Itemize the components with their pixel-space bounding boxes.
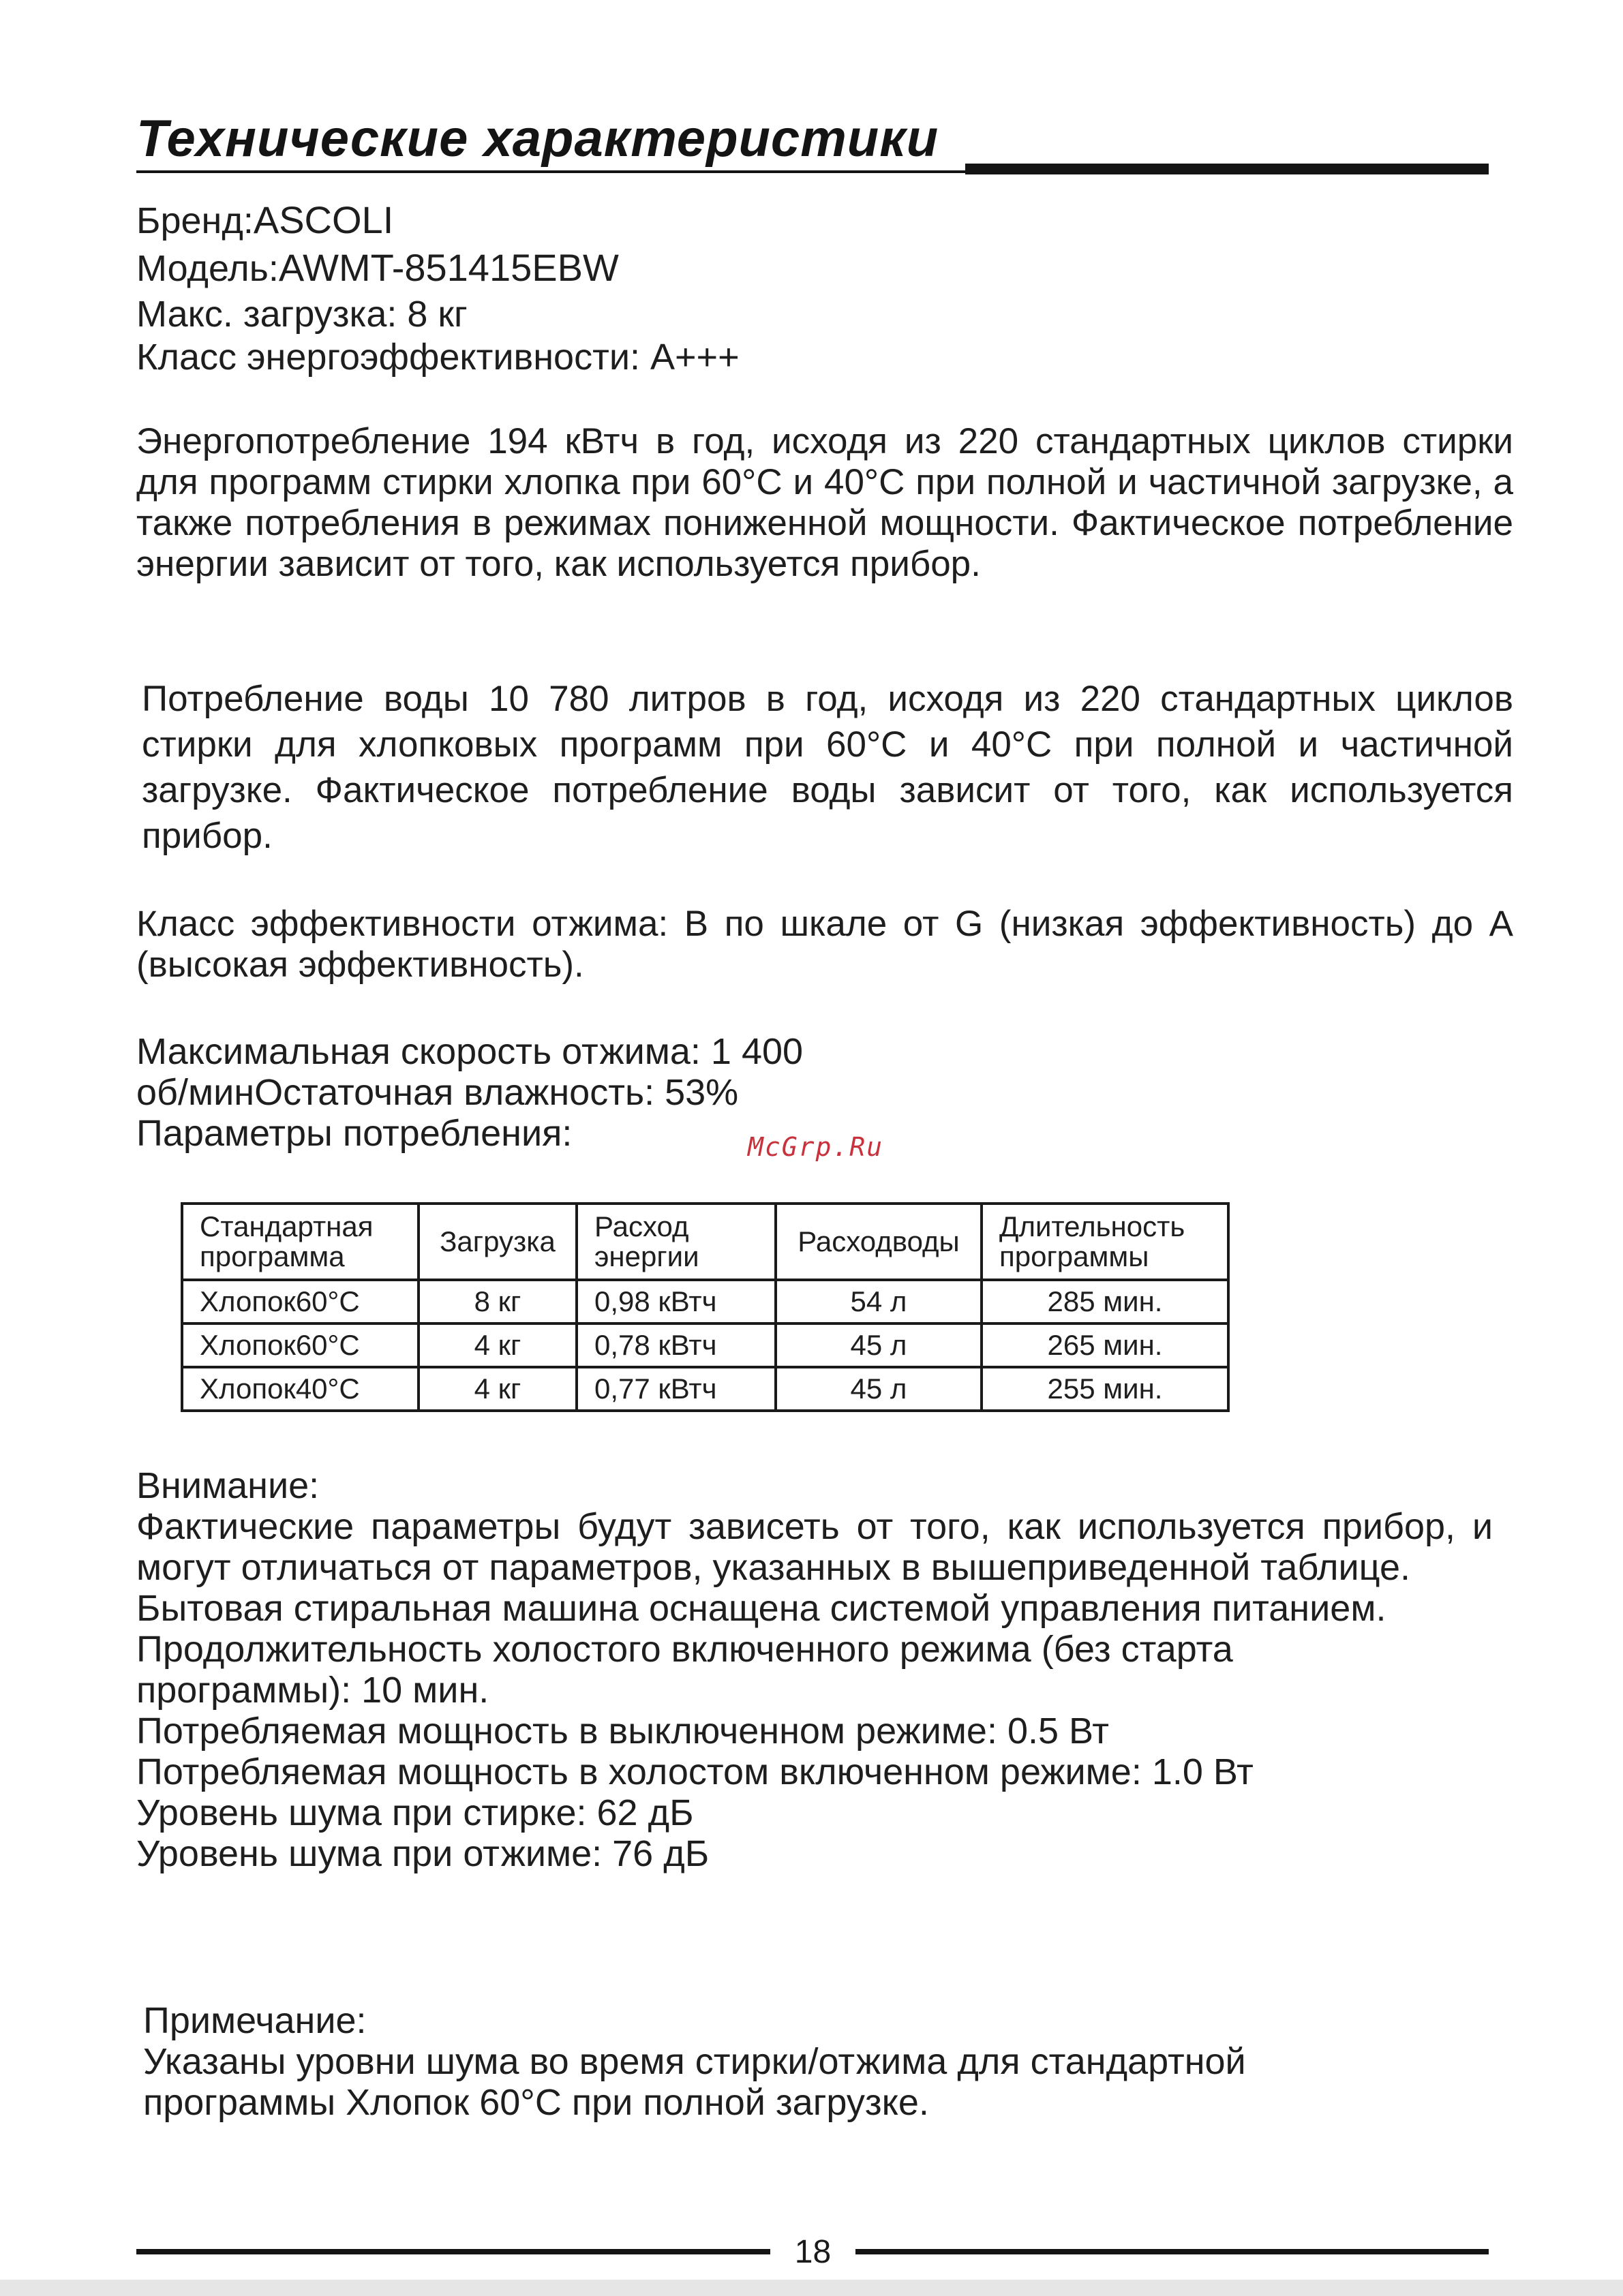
idle-duration-line2: программы): 10 мин. [136,1670,489,1711]
table-row [182,1367,1228,1411]
header-duration: Длительность программы [982,1204,1228,1280]
spin-class-paragraph: Класс эффективности отжима: В по шкале от G (низкая эффективность) до А (высокая эффективность). [136,904,1513,985]
cell-program: Хлопок60°C [182,1280,419,1323]
footer-rule-left [136,2249,770,2254]
water-consumption-paragraph: Потребление воды 10 780 литров в год, исходя из 220 стандартных циклов стирки для хлопковых программ при 60°C и 40°C при полной и частичной загрузке. Фактическое потребление воды зависит от того, как используется прибор. [142,679,1513,856]
model-label: Модель: [136,248,279,289]
title-row [136,102,1489,177]
cell-water: 54 л [776,1280,982,1323]
cell-load: 4 кг [419,1323,577,1367]
header-water: Расходводы [776,1204,982,1280]
max-spin-speed: Максимальная скорость отжима: 1 400 [136,1031,804,1072]
header-program: Стандартная программа [182,1204,419,1280]
cell-energy: 0,98 кВтч [577,1280,776,1323]
brand-line [136,198,393,242]
cell-duration: 255 мин. [982,1367,1228,1411]
cell-load: 8 кг [419,1280,577,1323]
remark-heading: Примечание: [143,2000,367,2041]
model-value: AWMT-851415EBW [278,246,619,289]
max-load: Макс. загрузка: 8 кг [136,294,468,335]
remark-section [143,2000,1438,2123]
remark-line1: Указаны уровни шума во время стирки/отжима для стандартной [143,2041,1246,2082]
footer-rule-right [855,2249,1489,2254]
scan-bottom-edge [0,2280,1623,2296]
cell-program: Хлопок40°C [182,1367,419,1411]
model-line [136,245,619,290]
header-energy: Расход энергии [577,1204,776,1280]
off-power-note: Потребляемая мощность в выключенном режиме: 0.5 Вт [136,1711,1109,1751]
noise-spin-note: Уровень шума при отжиме: 76 дБ [136,1833,710,1874]
actual-params-note: Фактические параметры будут зависеть от того, как используется прибор, и могут отличаться от параметров, указанных в вышеприведенной таблице. [136,1506,1493,1588]
page-number: 18 [794,2234,832,2270]
table-row [182,1280,1228,1323]
header-load: Загрузка [419,1204,577,1280]
table-row [182,1323,1228,1367]
idle-duration-line1: Продолжительность холостого включенного режима (без старта [136,1629,1233,1670]
page-footer [136,2229,1489,2276]
attention-heading: Внимание: [136,1465,320,1506]
idle-power-note: Потребляемая мощность в холостом включенном режиме: 1.0 Вт [136,1751,1254,1792]
table-header-row [182,1204,1228,1280]
cell-duration: 285 мин. [982,1280,1228,1323]
energy-consumption-paragraph: Энергопотребление 194 кВтч в год, исходя из 220 стандартных циклов стирки для программ стирки хлопка при 60°C и 40°C при полной и частичной загрузке, а также потребления в режимах пониженной мощности. Фактическое потребление энергии зависит от того, как используется прибор. [136,421,1513,584]
page-title: Технические характеристики [136,110,939,168]
attention-section [136,1465,1493,1874]
consumption-params-label: Параметры потребления: [136,1113,573,1154]
cell-water: 45 л [776,1323,982,1367]
watermark: McGrp.Ru [748,1132,884,1162]
remark-line2: программы Хлопок 60°C при полной загрузке. [143,2082,929,2123]
noise-wash-note: Уровень шума при стирке: 62 дБ [136,1792,694,1833]
cell-program: Хлопок60°C [182,1323,419,1367]
cell-energy: 0,78 кВтч [577,1323,776,1367]
cell-energy: 0,77 кВтч [577,1367,776,1411]
brand-label: Бренд: [136,200,254,241]
cell-water: 45 л [776,1367,982,1411]
cell-duration: 265 мин. [982,1323,1228,1367]
cell-load: 4 кг [419,1367,577,1411]
residual-moisture: об/минОстаточная влажность: 53% [136,1072,739,1113]
title-underline [136,170,965,173]
power-management-note: Бытовая стиральная машина оснащена системой управления питанием. [136,1588,1386,1629]
title-rule [965,164,1489,174]
brand-value: ASCOLI [253,198,394,241]
consumption-table [181,1202,1230,1412]
energy-class: Класс энергоэффективности: А+++ [136,337,740,378]
